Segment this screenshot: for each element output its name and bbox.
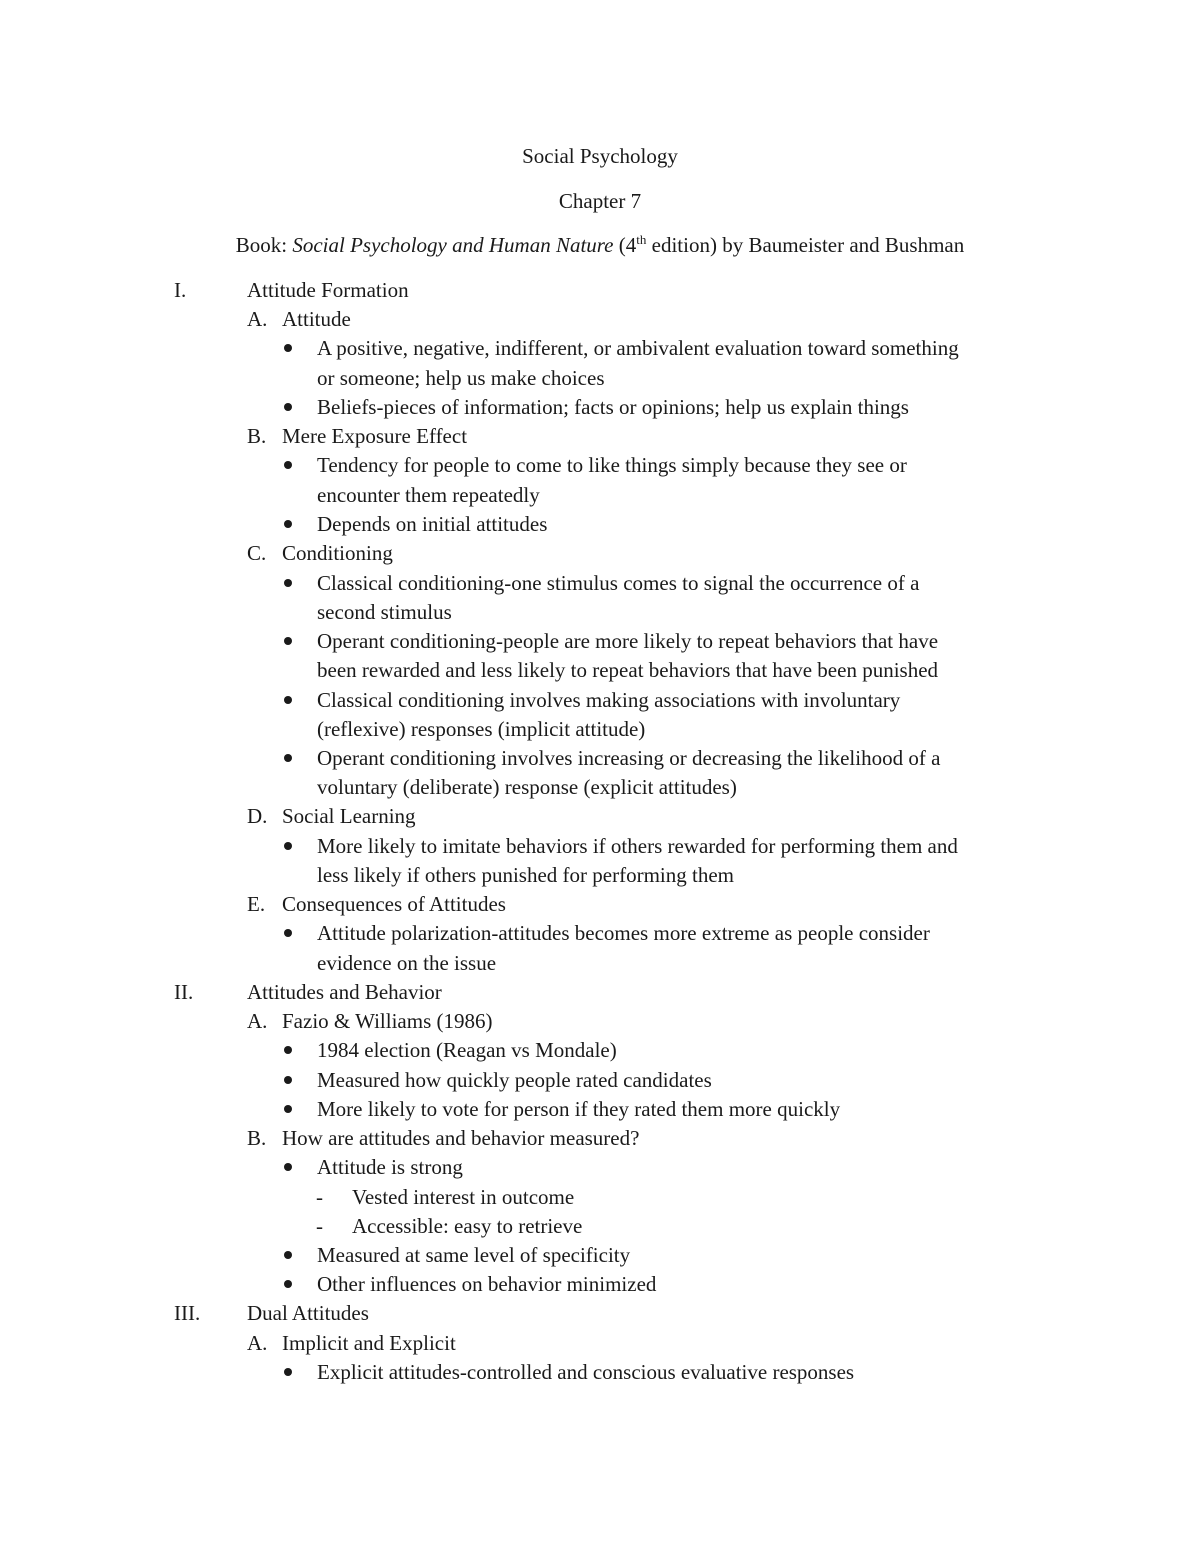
book-prefix: Book: xyxy=(235,233,293,257)
book-edition-sup: th xyxy=(636,232,647,247)
subsection-letter: A. xyxy=(247,1009,268,1033)
subsection-letter: D. xyxy=(247,804,268,828)
bullet-marker xyxy=(284,403,292,411)
subsection-letter: B. xyxy=(247,1126,267,1150)
bullet-marker xyxy=(284,754,292,762)
bullet-marker xyxy=(284,579,292,587)
bullet-text-continued: evidence on the issue xyxy=(317,951,497,975)
bullet-text-continued: (reflexive) responses (implicit attitude) xyxy=(317,717,646,741)
section-numeral: I. xyxy=(174,278,187,302)
book-reference xyxy=(0,233,1200,257)
bullet-text: Attitude polarization-attitudes becomes more extreme as people consider xyxy=(317,921,930,945)
dash-item-text: Accessible: easy to retrieve xyxy=(352,1214,583,1238)
book-edition-rest: edition) by Baumeister and Bushman xyxy=(646,233,965,257)
bullet-marker xyxy=(284,842,292,850)
bullet-marker xyxy=(284,1076,292,1084)
bullet-text-continued: been rewarded and less likely to repeat behaviors that have been punished xyxy=(317,658,939,682)
bullet-marker xyxy=(284,637,292,645)
bullet-text: Tendency for people to come to like things simply because they see or xyxy=(317,453,907,477)
bullet-text: Operant conditioning involves increasing or decreasing the likelihood of a xyxy=(317,746,941,770)
dash-marker: - xyxy=(316,1185,323,1209)
bullet-marker xyxy=(284,696,292,704)
bullet-text: Operant conditioning-people are more likely to repeat behaviors that have xyxy=(317,629,939,653)
subsection-letter: E. xyxy=(247,892,266,916)
subsection-title: Attitude xyxy=(282,307,351,331)
bullet-marker xyxy=(284,1251,292,1259)
subsection-letter: A. xyxy=(247,1331,268,1355)
bullet-text-continued: voluntary (deliberate) response (explicit attitudes) xyxy=(317,775,737,799)
bullet-text: Beliefs-pieces of information; facts or opinions; help us explain things xyxy=(317,395,909,419)
subsection-letter: A. xyxy=(247,307,268,331)
bullet-marker xyxy=(284,1046,292,1054)
book-title: Social Psychology and Human Nature xyxy=(292,233,614,257)
bullet-text: More likely to imitate behaviors if others rewarded for performing them and xyxy=(317,834,958,858)
bullet-text-continued: encounter them repeatedly xyxy=(317,483,540,507)
bullet-marker xyxy=(284,929,292,937)
bullet-text: Classical conditioning involves making associations with involuntary xyxy=(317,688,901,712)
section-numeral: III. xyxy=(174,1301,201,1325)
dash-item-text: Vested interest in outcome xyxy=(352,1185,575,1209)
section-title: Attitudes and Behavior xyxy=(247,980,442,1004)
bullet-marker xyxy=(284,520,292,528)
bullet-text: A positive, negative, indifferent, or ambivalent evaluation toward something xyxy=(317,336,959,360)
chapter-heading: Chapter 7 xyxy=(558,189,642,213)
document-title: Social Psychology xyxy=(522,144,678,168)
subsection-title: Implicit and Explicit xyxy=(282,1331,456,1355)
subsection-title: Mere Exposure Effect xyxy=(282,424,468,448)
subsection-title: Social Learning xyxy=(282,804,416,828)
bullet-marker xyxy=(284,1280,292,1288)
section-title: Attitude Formation xyxy=(247,278,409,302)
bullet-text-continued: second stimulus xyxy=(317,600,452,624)
section-numeral: II. xyxy=(174,980,194,1004)
bullet-text: More likely to vote for person if they rated them more quickly xyxy=(317,1097,841,1121)
bullet-text-continued: less likely if others punished for performing them xyxy=(317,863,734,887)
bullet-marker xyxy=(284,1163,292,1171)
bullet-marker xyxy=(284,344,292,352)
bullet-marker xyxy=(284,1368,292,1376)
bullet-text: 1984 election (Reagan vs Mondale) xyxy=(317,1038,617,1062)
bullet-text: Explicit attitudes-controlled and conscious evaluative responses xyxy=(317,1360,855,1384)
bullet-text: Depends on initial attitudes xyxy=(317,512,548,536)
bullet-text-continued: or someone; help us make choices xyxy=(317,366,605,390)
subsection-title: How are attitudes and behavior measured? xyxy=(282,1126,640,1150)
bullet-marker xyxy=(284,461,292,469)
bullet-text: Attitude is strong xyxy=(317,1155,463,1179)
subsection-title: Conditioning xyxy=(282,541,393,565)
subsection-letter: B. xyxy=(247,424,267,448)
book-edition-open: (4 xyxy=(613,233,637,257)
section-title: Dual Attitudes xyxy=(247,1301,369,1325)
subsection-title: Fazio & Williams (1986) xyxy=(282,1009,493,1033)
bullet-text: Measured how quickly people rated candidates xyxy=(317,1068,712,1092)
bullet-text: Measured at same level of specificity xyxy=(317,1243,631,1267)
subsection-title: Consequences of Attitudes xyxy=(282,892,506,916)
bullet-marker xyxy=(284,1105,292,1113)
subsection-letter: C. xyxy=(247,541,267,565)
bullet-text: Other influences on behavior minimized xyxy=(317,1272,657,1296)
bullet-text: Classical conditioning-one stimulus comes to signal the occurrence of a xyxy=(317,571,920,595)
dash-marker: - xyxy=(316,1214,323,1238)
